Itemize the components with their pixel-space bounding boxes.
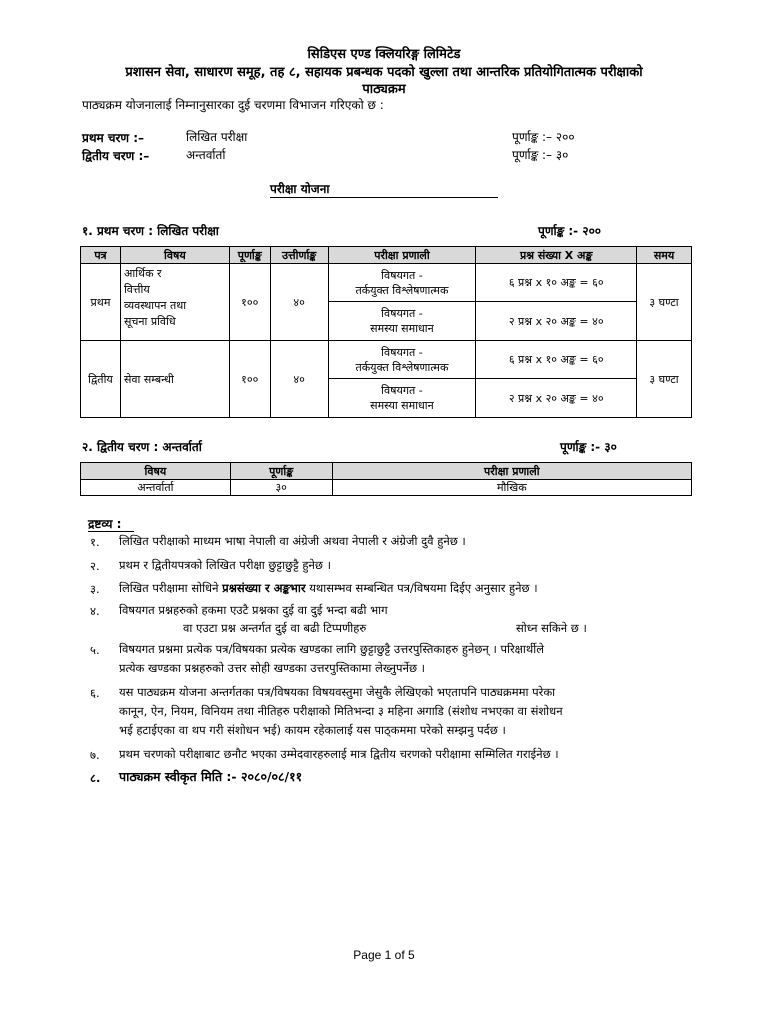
exam-plan-title: परीक्षा योजना <box>270 182 330 196</box>
note-text: प्रत्येक खण्डका प्रश्नहरुको उत्तर सोही खण्डका उत्तरपुस्तिकामा लेख्नुपर्नेछ । <box>119 661 426 675</box>
method-cell <box>328 379 476 418</box>
pass-marks-cell: ४० <box>270 341 328 418</box>
interview-table <box>80 462 692 496</box>
notes-heading: द्रष्टव्य : <box>88 517 122 531</box>
note-text-part: यथासम्भव सम्बन्धित पत्र/विषयमा दिईए अनुसार हुनेछ । <box>305 581 538 595</box>
header-exam-method: परीक्षा प्रणाली <box>328 247 476 264</box>
header-pass-marks: उत्तीर्णाङ्क <box>270 247 328 264</box>
paper-cell: द्वितीय <box>81 341 121 418</box>
time-cell: ३ घण्टा <box>637 264 692 341</box>
document-subtitle: प्रशासन सेवा, साधारण समूह, तह ८, सहायक प्रबन्धक पदको खुल्ला तथा आन्तरिक प्रतियोगितात्मक परीक्षाको <box>125 65 643 80</box>
note-text: विषयगत प्रश्नहरुको हकमा एउटै प्रश्नका दुई वा दुई भन्दा बढी भाग <box>119 603 388 617</box>
header-full-marks: पूर्णाङ्क <box>230 463 332 480</box>
intro-text: पाठ्यक्रम योजनालाई निम्नानुसारका दुई चरणमा विभाजन गरिएको छ : <box>82 98 384 112</box>
question-marks-cell: २ प्रश्न x २० अङ्क = ४० <box>476 302 637 341</box>
full-marks-cell: १०० <box>229 264 270 341</box>
subject-line: आर्थिक र <box>123 267 162 280</box>
method-line: समस्या समाधान <box>370 322 434 335</box>
header-subject: विषय <box>120 247 229 264</box>
note-text: विषयगत प्रश्नमा प्रत्येक पत्र/विषयका प्रत्येक खण्डका लागि छुट्टाछुट्टै उत्तरपुस्तिकाहरु हुनेछन् । परिक्षार्थीले <box>119 642 545 656</box>
method-line: तर्कयुक्त विश्लेषणात्मक <box>355 283 449 297</box>
subject-line: सूचना प्रविधि <box>123 315 176 328</box>
exam-plan-underline <box>270 197 498 198</box>
subject-cell <box>120 264 229 341</box>
question-marks-cell: ६ प्रश्न x १० अङ्क = ६० <box>476 341 637 379</box>
phase-1-name: लिखित परीक्षा <box>186 130 248 144</box>
question-marks-cell: २ प्रश्न x २० अङ्क = ४० <box>476 379 637 418</box>
section-2-marks: पूर्णाङ्क :- ३० <box>560 440 617 454</box>
note-text: लिखित परीक्षाको माध्यम भाषा नेपाली वा अंग्रेजी अथवा नेपाली र अंग्रेजी दुवै हुनेछ । <box>119 534 466 548</box>
approval-date: पाठ्यक्रम स्वीकृत मिति :- २०८०/०८/११ <box>119 769 303 784</box>
note-number: ६. <box>90 686 100 700</box>
phase-2-label: द्वितीय चरण :– <box>82 149 150 163</box>
organization-title: सिडिएस एण्ड क्लियरिङ्ग लिमिटेड <box>307 47 461 62</box>
note-text: सोध्न सकिने छ । <box>516 621 587 635</box>
question-marks-cell: ६ प्रश्न x १० अङ्क = ६० <box>476 264 637 302</box>
phase-2-marks: पूर्णाङ्क :– ३० <box>512 148 569 162</box>
header-paper: पत्र <box>81 247 121 264</box>
note-text: भई हटाईएका वा थप गरी संशोधन भई) कायम रहेकालाई यस पाठ्कममा परेको सम्झनु पर्दछ । <box>119 723 506 737</box>
subject-line: वित्तीय <box>123 283 150 296</box>
method-line: विषयगत - <box>381 268 423 282</box>
method-line: विषयगत - <box>381 345 423 359</box>
phase-1-label: प्रथम चरण :– <box>82 131 145 145</box>
section-1-marks: पूर्णाङ्क :- २०० <box>538 224 602 238</box>
method-line: तर्कयुक्त विश्लेषणात्मक <box>355 360 449 374</box>
note-text: कानून, ऐन, नियम, विनियम तथा नीतिहरु परीक्षाको मितिभन्दा ३ महिना अगाडि (संशोध नभएका वा संशोधन <box>119 704 563 718</box>
table-row <box>81 480 692 496</box>
full-marks-cell: १०० <box>229 341 270 418</box>
time-cell: ३ घण्टा <box>637 341 692 418</box>
subject-cell: सेवा सम्बन्धी <box>120 341 229 418</box>
method-cell <box>328 341 476 379</box>
method-line: विषयगत - <box>381 307 423 320</box>
note-text: यस पाठ्यक्रम योजना अन्तर्गतका पत्र/विषयका विषयवस्तुमा जेसुकै लेखिएको भएतापनि पाठ्यक्रममा परेका <box>119 685 556 699</box>
section-2-heading: २. द्वितीय चरण : अन्तर्वार्ता <box>82 440 202 454</box>
note-number: १. <box>90 535 100 549</box>
note-number: ३. <box>90 582 100 596</box>
note-number: ५. <box>90 643 100 657</box>
note-text: प्रथम चरणको परीक्षाबाट छनौट भएका उम्मेदवारहरुलाई मात्र द्वितीय चरणको परीक्षामा सम्मिलित गराईनेछ । <box>119 747 559 761</box>
paper-cell: प्रथम <box>81 264 121 341</box>
phase-1-marks: पूर्णाङ्क :– २०० <box>512 130 575 144</box>
header-full-marks: पूर्णाङ्क <box>229 247 270 264</box>
note-number: ७. <box>90 748 100 762</box>
written-exam-table <box>80 246 692 418</box>
subject-cell: अन्तर्वार्ता <box>81 480 231 496</box>
header-subject: विषय <box>81 463 231 480</box>
note-text: वा एउटा प्रश्न अन्तर्गत दुई वा बढी टिप्पणीहरु <box>183 621 367 635</box>
page-number: Page 1 of 5 <box>353 948 415 962</box>
method-line: समस्या समाधान <box>370 399 434 412</box>
header-question-marks: प्रश्न संख्या X अङ्क <box>476 247 637 264</box>
header-time: समय <box>637 247 692 264</box>
document-title: पाठ्यक्रम <box>362 82 406 97</box>
header-exam-method: परीक्षा प्रणाली <box>332 463 691 480</box>
note-text <box>119 579 538 598</box>
note-text: प्रथम र द्वितीयपत्रको लिखित परीक्षा छुट्टाछुट्टै हुनेछ । <box>119 558 331 572</box>
table-row <box>81 341 692 379</box>
phase-2-name: अन्तर्वार्ता <box>186 148 226 162</box>
exam-method-cell: मौखिक <box>332 480 691 496</box>
full-marks-cell: ३० <box>230 480 332 496</box>
pass-marks-cell: ४० <box>270 264 328 341</box>
note-emphasis: प्रश्नसंख्या र अङ्कभार <box>222 581 306 595</box>
note-text-part: लिखित परीक्षामा सोधिने <box>119 581 223 595</box>
method-cell <box>328 302 476 341</box>
table-header-row <box>81 247 692 264</box>
table-header-row <box>81 463 692 480</box>
method-line: विषयगत - <box>381 384 423 397</box>
note-number: ८. <box>90 771 101 785</box>
note-number: ४. <box>90 604 100 618</box>
section-1-heading: १. प्रथम चरण : लिखित परीक्षा <box>82 224 219 238</box>
table-row <box>81 264 692 302</box>
subject-line: व्यवस्थापन तथा <box>123 299 187 312</box>
method-cell <box>328 264 476 302</box>
note-number: २. <box>90 559 100 573</box>
